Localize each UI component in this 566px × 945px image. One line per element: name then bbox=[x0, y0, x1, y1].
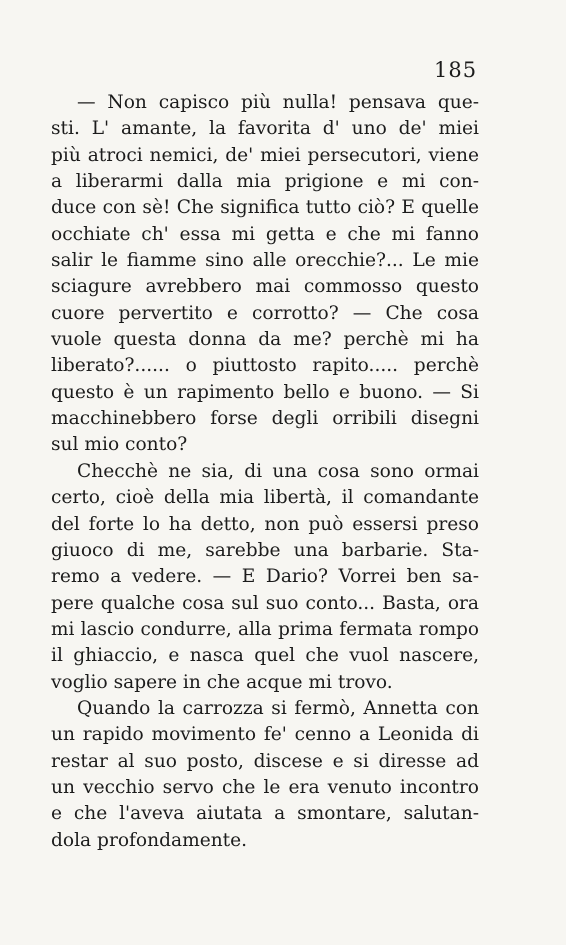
page-number: 185 bbox=[434, 58, 478, 82]
text-line: questo è un rapimento bello e buono. — Si bbox=[51, 381, 479, 403]
text-line: salir le fiamme sino alle orecchie?... Le mie bbox=[51, 250, 479, 272]
text-line: sul mio conto? bbox=[51, 434, 188, 456]
text-line: remo a vedere. — E Dario? Vorrei ben sa- bbox=[51, 566, 479, 588]
text-line: macchinebbero forse degli orribili disegni bbox=[51, 408, 479, 430]
text-line: sti. L' amante, la favorita d' uno de' miei bbox=[51, 118, 479, 140]
text-line: un vecchio servo che le era venuto incontro bbox=[51, 776, 479, 798]
paragraph bbox=[51, 90, 479, 459]
text-line: cuore pervertito e corrotto? — Che cosa bbox=[51, 302, 479, 324]
text-line: sciagure avrebbero mai commosso questo bbox=[51, 276, 479, 298]
text-line: vuole questa donna da me? perchè mi ha bbox=[51, 329, 479, 351]
paragraph bbox=[51, 459, 479, 696]
text-line: mi lascio condurre, alla prima fermata rompo bbox=[51, 618, 479, 640]
text-line: e che l'aveva aiutata a smontare, salutan- bbox=[51, 803, 479, 825]
text-line: del forte lo ha detto, non può essersi preso bbox=[51, 513, 479, 535]
body-text bbox=[51, 90, 479, 854]
paragraph bbox=[51, 696, 479, 854]
text-line: Checchè ne sia, di una cosa sono ormai bbox=[77, 460, 479, 482]
text-line: il ghiaccio, e nasca quel che vuol nascere, bbox=[51, 645, 479, 667]
text-line: più atroci nemici, de' miei persecutori, viene bbox=[51, 144, 479, 166]
text-line: restar al suo posto, discese e si diresse ad bbox=[51, 750, 479, 772]
text-line: — Non capisco più nulla! pensava que- bbox=[77, 92, 479, 113]
text-line: voglio sapere in che acque mi trovo. bbox=[51, 671, 393, 693]
text-line: giuoco di me, sarebbe una barbarie. Sta- bbox=[51, 539, 479, 561]
text-line: dola profondamente. bbox=[51, 829, 248, 851]
text-line: pere qualche cosa sul suo conto... Basta, ora bbox=[51, 592, 479, 614]
text-line: Quando la carrozza si fermò, Annetta con bbox=[77, 697, 479, 719]
text-line: duce con sè! Che significa tutto ciò? E quelle bbox=[51, 197, 479, 219]
text-line: un rapido movimento fe' cenno a Leonida di bbox=[51, 724, 479, 746]
text-line: a liberarmi dalla mia prigione e mi con- bbox=[51, 171, 479, 193]
text-line: liberato?...... o piuttosto rapito..... perchè bbox=[51, 355, 479, 377]
text-line: certo, cioè della mia libertà, il comandante bbox=[51, 487, 479, 509]
text-line: occhiate ch' essa mi getta e che mi fanno bbox=[51, 223, 479, 245]
